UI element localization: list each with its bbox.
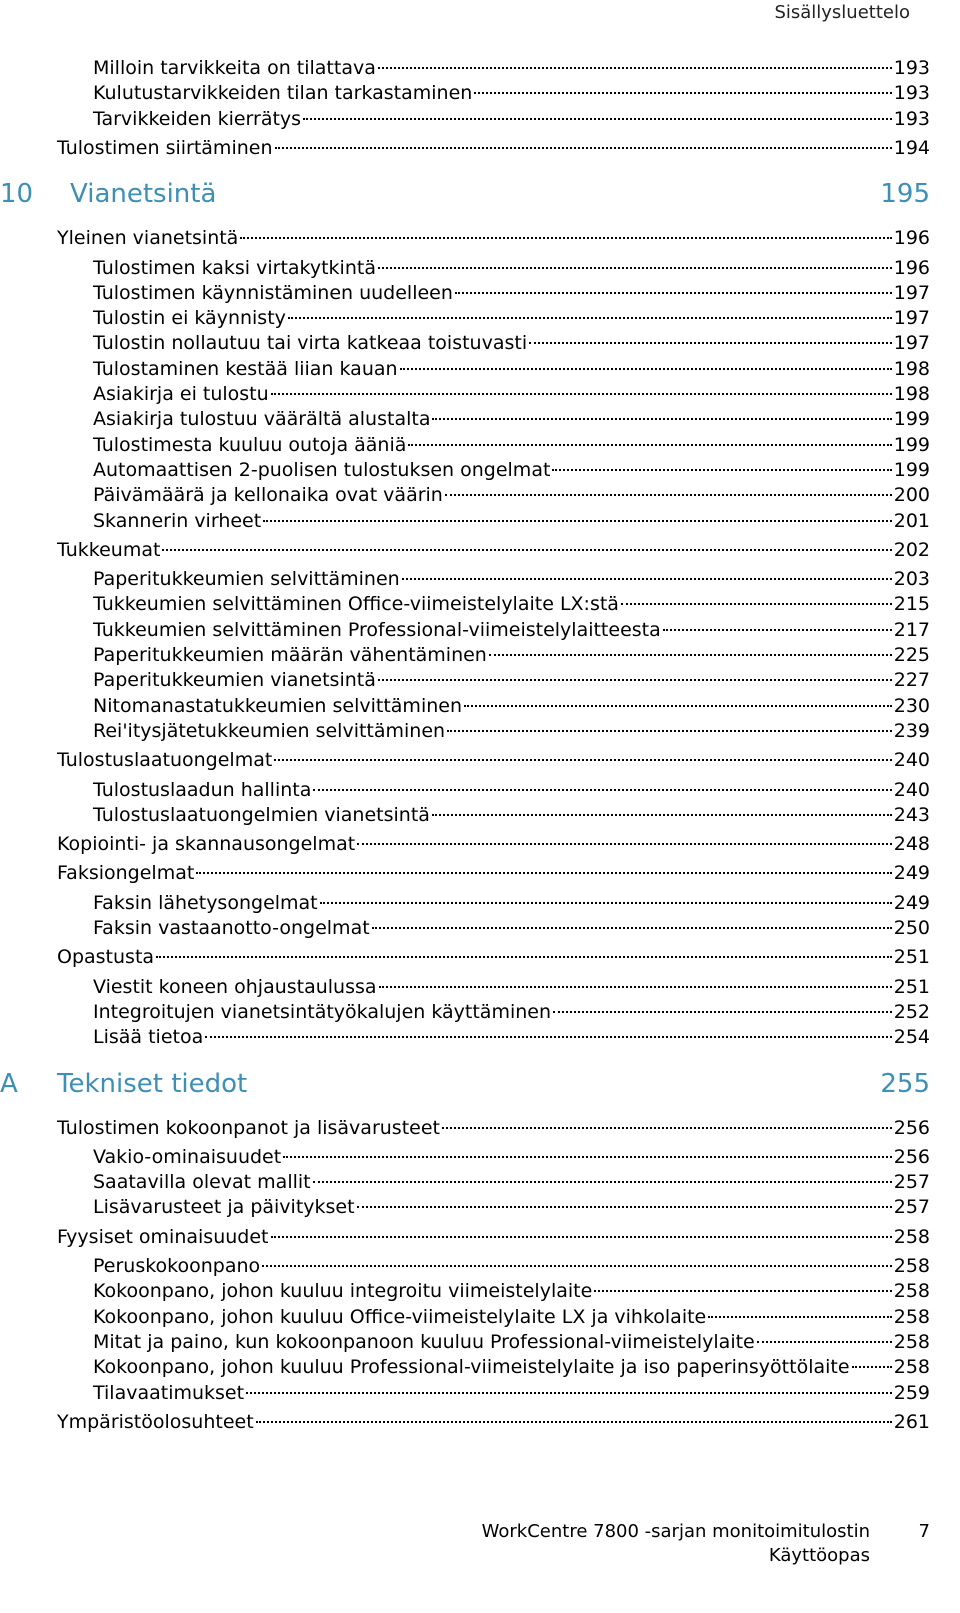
toc-entry-page-number: 252	[893, 1000, 930, 1023]
toc-entry-title: Asiakirja tulostuu väärältä alustalta	[93, 408, 431, 431]
toc-entry-page-number: 258	[893, 1330, 930, 1353]
toc-subsection-entry[interactable]	[93, 915, 930, 941]
dot-leader	[357, 1206, 892, 1208]
dot-leader	[303, 118, 892, 120]
toc-entry-page-number: 202	[893, 538, 930, 561]
toc-entry-title: Lisävarusteet ja päivitykset	[93, 1196, 355, 1219]
toc-subsection-entry[interactable]	[93, 1354, 930, 1380]
toc-entry-page-number: 258	[893, 1255, 930, 1277]
toc-subsection-entry[interactable]	[93, 330, 930, 356]
chapter-page-number: 255	[880, 1068, 930, 1099]
toc-entry-page-number: 197	[893, 281, 930, 304]
toc-entry-page-number: 251	[893, 946, 930, 969]
toc-entry-page-number: 249	[893, 891, 930, 914]
dot-leader	[246, 1392, 892, 1394]
toc-entry-title: Viestit koneen ohjaustaulussa	[93, 975, 377, 998]
dot-leader	[357, 843, 892, 845]
toc-entry-title: Tulostuslaatuongelmien vianetsintä	[93, 803, 430, 826]
toc-entry-title: Paperitukkeumien vianetsintä	[93, 669, 376, 692]
chapter-heading[interactable]	[0, 1067, 930, 1101]
toc-entry-title: Kulutustarvikkeiden tilan tarkastaminen	[93, 82, 473, 105]
toc-entry-title: Ympäristöolosuhteet	[57, 1410, 254, 1433]
toc-section-entry[interactable]	[57, 860, 930, 886]
toc-entry-page-number: 240	[893, 778, 930, 801]
toc-subsection-entry[interactable]	[93, 974, 930, 1000]
toc-entry-page-number: 258	[893, 1305, 930, 1328]
toc-entry-title: Tulostuslaadun hallinta	[93, 778, 312, 801]
toc-entry-page-number: 258	[893, 1280, 930, 1303]
toc-entry-title: Faksin vastaanotto-ongelmat	[93, 917, 370, 939]
chapter-heading[interactable]	[0, 177, 930, 211]
toc-subsection-entry[interactable]	[93, 457, 930, 483]
toc-entry-page-number: 239	[893, 719, 930, 742]
toc-subsection-entry[interactable]	[93, 777, 930, 803]
toc-subsection-entry[interactable]	[93, 642, 930, 668]
toc-entry-page-number: 199	[893, 433, 930, 456]
toc-entry-page-number: 198	[893, 383, 930, 405]
toc-entry-title: Päivämäärä ja kellonaika ovat väärin	[93, 484, 443, 507]
dot-leader	[852, 1366, 892, 1368]
dot-leader	[313, 1181, 892, 1183]
dot-leader	[708, 1316, 891, 1318]
toc-entry-title: Tulostimen siirtäminen	[57, 136, 273, 159]
dot-leader	[474, 92, 891, 94]
chapter-title: Vianetsintä	[70, 179, 217, 210]
toc-subsection-entry[interactable]	[93, 406, 930, 432]
toc-entry-page-number: 225	[893, 644, 930, 666]
toc-subsection-entry[interactable]	[93, 255, 930, 281]
dot-leader	[263, 520, 892, 522]
toc-subsection-entry[interactable]	[93, 80, 930, 106]
toc-entry-page-number: 200	[893, 484, 930, 507]
toc-entry-page-number: 251	[893, 975, 930, 998]
toc-entry-title: Faksiongelmat	[57, 862, 195, 885]
dot-leader	[663, 629, 892, 631]
dot-leader	[162, 549, 891, 551]
toc-entry-title: Tulostimen kaksi virtakytkintä	[93, 256, 376, 279]
footer-page-number: 7	[918, 1521, 930, 1542]
dot-leader	[432, 418, 891, 420]
toc-entry-title: Tukkeumat	[57, 538, 161, 561]
toc-section-entry[interactable]	[57, 831, 930, 857]
dot-leader	[288, 317, 892, 319]
toc-section-entry[interactable]	[57, 135, 930, 161]
toc-entry-title: Nitomanastatukkeumien selvittäminen	[93, 694, 462, 717]
toc-entry-page-number: 203	[893, 568, 930, 591]
toc-subsection-entry[interactable]	[93, 591, 930, 617]
toc-entry-page-number: 193	[893, 107, 930, 130]
toc-entry-title: Kopiointi- ja skannausongelmat	[57, 833, 356, 856]
dot-leader	[256, 1421, 892, 1423]
toc-entry-title: Tulostimen käynnistäminen uudelleen	[93, 281, 453, 304]
toc-subsection-entry[interactable]	[93, 1169, 930, 1195]
dot-leader	[432, 814, 892, 816]
dot-leader	[442, 1127, 892, 1129]
toc-entry-title: Saatavilla olevat mallit	[93, 1171, 311, 1194]
dot-leader	[529, 342, 892, 344]
dot-leader	[196, 872, 891, 874]
toc-subsection-entry[interactable]	[93, 55, 930, 81]
dot-leader	[275, 147, 892, 149]
toc-entry-title: Lisää tietoa	[93, 1026, 204, 1049]
toc-entry-page-number: 243	[893, 803, 930, 826]
toc-subsection-entry[interactable]	[93, 1024, 930, 1050]
toc-section-entry[interactable]	[57, 1409, 930, 1435]
toc-entry-title: Paperitukkeumien selvittäminen	[93, 568, 400, 591]
toc-entry-page-number: 254	[893, 1026, 930, 1049]
toc-entry-page-number: 196	[893, 227, 930, 250]
toc-subsection-entry[interactable]	[93, 1304, 930, 1330]
chapter-title: Tekniset tiedot	[57, 1068, 248, 1099]
toc-entry-page-number: 193	[893, 82, 930, 105]
toc-entry-title: Tulostin ei käynnisty	[93, 307, 286, 330]
dot-leader	[378, 67, 892, 69]
toc-entry-page-number: 197	[893, 307, 930, 330]
toc-entry-page-number: 199	[893, 458, 930, 481]
toc-entry-page-number: 256	[893, 1145, 930, 1168]
toc-entry-title: Skannerin virheet	[93, 509, 262, 532]
toc-entry-title: Fyysiset ominaisuudet	[57, 1225, 269, 1248]
toc-entry-title: Tukkeumien selvittäminen Professional-viimeistelylaitteesta	[93, 618, 661, 641]
toc-subsection-entry[interactable]	[93, 432, 930, 458]
toc-subsection-entry[interactable]	[93, 508, 930, 534]
toc-section-entry[interactable]	[57, 225, 930, 251]
chapter-number: 10	[0, 179, 34, 210]
dot-leader	[320, 902, 892, 904]
toc-subsection-entry[interactable]	[93, 1278, 930, 1304]
toc-entry-title: Opastusta	[57, 946, 155, 969]
toc-subsection-entry[interactable]	[93, 1144, 930, 1170]
toc-entry-title: Yleinen vianetsintä	[57, 227, 239, 250]
chapter-page-number: 195	[880, 179, 930, 210]
dot-leader	[156, 956, 892, 958]
dot-leader	[594, 1290, 891, 1292]
toc-entry-title: Vakio-ominaisuudet	[93, 1145, 282, 1168]
toc-entry-title: Tulostimesta kuuluu outoja ääniä	[93, 433, 407, 456]
toc-subsection-entry[interactable]	[93, 1194, 930, 1220]
toc-entry-page-number: 215	[893, 593, 930, 616]
toc-entry-title: Peruskokoonpano	[93, 1255, 261, 1277]
toc-subsection-entry[interactable]	[93, 356, 930, 382]
toc-section-entry[interactable]	[57, 537, 930, 563]
dot-leader	[489, 654, 892, 656]
toc-subsection-entry[interactable]	[93, 802, 930, 828]
toc-section-entry[interactable]	[57, 747, 930, 773]
toc-subsection-entry[interactable]	[93, 1380, 930, 1406]
toc-subsection-entry[interactable]	[93, 890, 930, 916]
toc-subsection-entry[interactable]	[93, 718, 930, 744]
dot-leader	[240, 237, 891, 239]
toc-subsection-entry[interactable]	[93, 693, 930, 719]
dot-leader	[408, 444, 891, 446]
toc-subsection-entry[interactable]	[93, 1253, 930, 1279]
toc-entry-title: Tulostin nollautuu tai virta katkeaa toistuvasti	[93, 332, 528, 355]
toc-entry-title: Faksin lähetysongelmat	[93, 891, 318, 914]
dot-leader	[271, 1236, 892, 1238]
page-footer	[270, 1520, 870, 1568]
toc-subsection-entry[interactable]	[93, 617, 930, 643]
toc-entry-title: Rei'itysjätetukkeumien selvittäminen	[93, 719, 446, 742]
toc-entry-page-number: 217	[893, 618, 930, 641]
dot-leader	[274, 759, 891, 761]
toc-section-entry[interactable]	[57, 1224, 930, 1250]
dot-leader	[271, 393, 892, 395]
toc-entry-title: Tukkeumien selvittäminen Office-viimeistelylaite LX:stä	[93, 593, 619, 616]
dot-leader	[262, 1265, 892, 1267]
toc-subsection-entry[interactable]	[93, 280, 930, 306]
toc-subsection-entry[interactable]	[93, 482, 930, 508]
toc-entry-title: Automaattisen 2-puolisen tulostuksen ongelmat	[93, 458, 551, 481]
toc-entry-page-number: 248	[893, 833, 930, 856]
toc-entry-title: Tulostuslaatuongelmat	[57, 749, 273, 772]
toc-entry-page-number: 257	[893, 1196, 930, 1219]
dot-leader	[445, 494, 892, 496]
toc-entry-title: Tarvikkeiden kierrätys	[93, 107, 302, 130]
toc-entry-title: Asiakirja ei tulostu	[93, 383, 269, 405]
toc-subsection-entry[interactable]	[93, 106, 930, 132]
toc-subsection-entry[interactable]	[93, 1329, 930, 1355]
toc-entry-page-number: 240	[893, 749, 930, 772]
dot-leader	[378, 267, 892, 269]
toc-entry-page-number: 257	[893, 1171, 930, 1194]
toc-subsection-entry[interactable]	[93, 381, 930, 407]
dot-leader	[283, 1156, 892, 1158]
toc-entry-page-number: 261	[893, 1410, 930, 1433]
dot-leader	[757, 1341, 892, 1343]
toc-entry-page-number: 256	[893, 1116, 930, 1139]
toc-entry-page-number: 198	[893, 357, 930, 380]
dot-leader	[402, 578, 892, 580]
dot-leader	[464, 705, 892, 707]
toc-entry-page-number: 197	[893, 332, 930, 355]
toc-entry-page-number: 258	[893, 1356, 930, 1379]
toc-entry-page-number: 201	[893, 509, 930, 532]
toc-subsection-entry[interactable]	[93, 305, 930, 331]
toc-entry-title: Kokoonpano, johon kuuluu Office-viimeistelylaite LX ja vihkolaite	[93, 1305, 707, 1328]
toc-entry-title: Milloin tarvikkeita on tilattava	[93, 57, 376, 79]
toc-subsection-entry[interactable]	[93, 999, 930, 1025]
footer-guide-name: Käyttöopas	[768, 1545, 870, 1566]
toc-entry-title: Paperitukkeumien määrän vähentäminen	[93, 644, 487, 666]
running-header: Sisällysluettelo	[774, 2, 910, 23]
toc-entry-page-number: 193	[893, 57, 930, 79]
toc-entry-page-number: 199	[893, 408, 930, 431]
dot-leader	[205, 1036, 892, 1038]
toc-entry-title: Mitat ja paino, kun kokoonpanoon kuuluu Professional-viimeistelylaite	[93, 1330, 755, 1353]
dot-leader	[400, 368, 892, 370]
toc-entry-page-number: 230	[893, 694, 930, 717]
toc-subsection-entry[interactable]	[93, 667, 930, 693]
toc-entry-page-number: 196	[893, 256, 930, 279]
toc-entry-page-number: 249	[893, 862, 930, 885]
dot-leader	[621, 603, 892, 605]
toc-entry-title: Tulostaminen kestää liian kauan	[93, 357, 398, 380]
toc-entry-page-number: 258	[893, 1225, 930, 1248]
toc-entry-page-number: 194	[893, 136, 930, 159]
toc-subsection-entry[interactable]	[93, 566, 930, 592]
dot-leader	[447, 730, 892, 732]
toc-entry-title: Integroitujen vianetsintätyökalujen käyttäminen	[93, 1000, 552, 1023]
toc-entry-title: Kokoonpano, johon kuuluu integroitu viimeistelylaite	[93, 1280, 593, 1303]
dot-leader	[372, 927, 892, 929]
toc-entry-title: Tilavaatimukset	[93, 1381, 245, 1404]
dot-leader	[379, 986, 892, 988]
toc-entry-title: Kokoonpano, johon kuuluu Professional-viimeistelylaite ja iso paperinsyöttölaite	[93, 1356, 850, 1379]
dot-leader	[552, 469, 891, 471]
toc-entry-page-number: 227	[893, 669, 930, 692]
dot-leader	[553, 1011, 892, 1013]
toc-entry-page-number: 259	[893, 1381, 930, 1404]
chapter-number: A	[0, 1068, 18, 1099]
toc-entry-page-number: 250	[893, 917, 930, 939]
footer-product-name: WorkCentre 7800 -sarjan monitoimitulostin	[481, 1521, 870, 1542]
dot-leader	[455, 292, 892, 294]
dot-leader	[378, 679, 892, 681]
toc-section-entry[interactable]	[57, 944, 930, 970]
dot-leader	[313, 789, 891, 791]
toc-section-entry[interactable]	[57, 1115, 930, 1141]
toc-entry-title: Tulostimen kokoonpanot ja lisävarusteet	[57, 1116, 440, 1139]
